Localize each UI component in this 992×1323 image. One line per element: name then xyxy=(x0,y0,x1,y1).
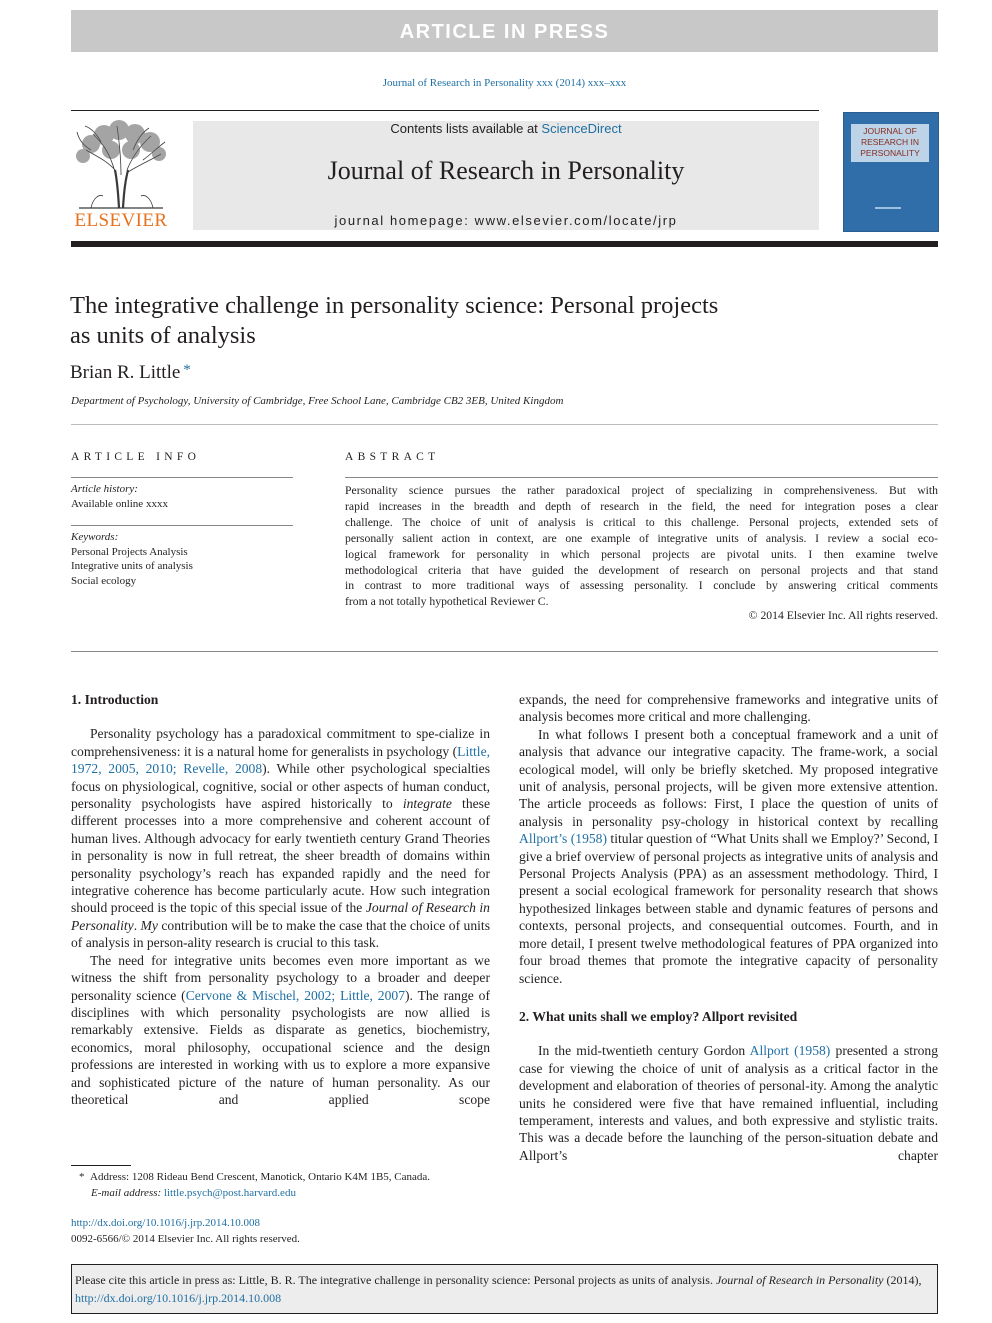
history-value: Available online xxxx xyxy=(71,497,168,510)
text-run: contribution will be to make the case that the choice of units of analysis in person-ality research is crucial to this task. xyxy=(71,917,490,951)
abstract-rule xyxy=(345,477,938,478)
cover-decoration xyxy=(875,207,901,209)
footnote-rule xyxy=(71,1165,131,1166)
doi-block xyxy=(71,1216,300,1247)
elsevier-wordmark: ELSEVIER xyxy=(74,210,168,231)
section-1-heading: 1. Introduction xyxy=(71,692,159,707)
contents-prefix: Contents lists available at xyxy=(390,121,542,136)
affiliation-rule xyxy=(71,424,938,425)
keywords-rule xyxy=(71,525,293,526)
abstract-line: methodological criteria that have guided the development of research on personal projects and that stand xyxy=(345,563,938,577)
citation-link[interactable]: Cervone & Mischel, 2002; Little, 2007 xyxy=(185,987,405,1003)
text-run: these different processes into a more comprehensive and coherent account of human lives. Although advocacy for early twentieth century Grand Theories in personality is now in full retreat, the sheer breadth of domains within personality psychology’s reach has expanded rapidly and the need for integrative coherence has become particularly acute. How such integration should proceed is the topic of this special issue of the xyxy=(71,796,490,916)
abstract-line: in contrast to more traditional ways of assessing personality. I conclude by answering critical comments xyxy=(345,579,938,593)
intro-paragraph-2-continued: expands, the need for comprehensive frameworks and integrative units of analysis becomes more critical and more challenging. xyxy=(519,692,938,725)
author-footnote-link[interactable]: * xyxy=(183,362,191,378)
text-run: titular question of “What Units shall we Employ?’ Second, I give a brief overview of personal projects as integrative units of analysis and Personal Projects Analysis (PPA) as an assessment methodology. Third, I present a social ecological framework for personality research that shows hypothesized linkages between stable and dynamic features of persons and contexts, personal projects, and consequential outcomes. Fourth, and in more detail, I present twelve methodological features of PPA organized into four broad themes that promote the integrative capacity of personality science. xyxy=(519,831,938,986)
abstract-line: from a not totally hypothetical Reviewer C. xyxy=(345,595,549,609)
text-run: In what follows I present both a conceptual framework and a unit of analysis that advance our integrative capacity. The frame-work, a social ecological model, will only be briefly sketched. My proposed integrative unit of analysis, personal projects, will be given more extensive attention. The article proceeds as follows: First, I place the question of units of analysis in personality psy-chology in historical context by recalling xyxy=(519,726,938,829)
author-name xyxy=(70,362,191,384)
keyword-item: Personal Projects Analysis xyxy=(71,545,188,558)
keywords-block xyxy=(71,530,193,588)
history-label: Article history: xyxy=(71,483,138,495)
journal-title: Journal of Research in Personality xyxy=(327,156,685,185)
abstract-line: Personality science pursues the rather paradoxical project of specializing in comprehensiveness. But with xyxy=(345,484,938,497)
text-run: ). While other psychological specialties focus on physiological, cognitive, social or other aspects of human conduct, personality psychologists have aspired historically to xyxy=(71,761,490,812)
email-label: E-mail address: xyxy=(91,1186,162,1199)
citation-link[interactable]: Allport’s (1958) xyxy=(519,831,607,847)
doi-link[interactable]: http://dx.doi.org/10.1016/j.jrp.2014.10.008 xyxy=(71,1217,260,1229)
citation-link[interactable]: Allport (1958) xyxy=(749,1043,831,1059)
affiliation: Department of Psychology, University of Cambridge, Free School Lane, Cambridge CB2 3EB, United Kingdom xyxy=(71,395,564,407)
contents-available-line xyxy=(193,121,819,136)
cover-line-3: PERSONALITY xyxy=(860,148,920,158)
cite-doi-link[interactable]: http://dx.doi.org/10.1016/j.jrp.2014.10.008 xyxy=(75,1290,282,1305)
title-line-2: as units of analysis xyxy=(70,322,256,349)
text-run: presented a strong case for viewing the choice of unit of analysis as a critical factor in the development and elaboration of theories of personal-ity. Among the analytic units he considered were five that have remained influential, including temperament, interests and values, and both expressive and stylistic traits. This was a decade before the launching of the person-situation debate and Allport’s chapter xyxy=(519,1043,938,1163)
citation-link[interactable]: Little, 1972, 2005, 2010; Revelle, 2008 xyxy=(71,743,490,777)
text-run: . xyxy=(133,917,141,933)
cite-this-article-text xyxy=(75,1272,935,1307)
emphasis: integrate xyxy=(402,796,452,812)
abstract-line: logical framework for personality in which personal projects are pivotal units. I then examine twelve xyxy=(345,547,938,561)
cover-line-1: JOURNAL OF xyxy=(863,126,917,136)
text-run: The need for integrative units becomes even more important as we witness the shift from personality psychology to a broader and deeper personality science ( xyxy=(71,952,490,1003)
footnote-address-line xyxy=(71,1170,491,1186)
abstract-line: rapid increases in the breadth and depth of research in the field, the need for integration poses a clear xyxy=(345,499,938,513)
cover-line-2: RESEARCH IN xyxy=(860,137,920,147)
article-info-heading: ARTICLE INFO xyxy=(71,451,201,463)
issn-copyright: 0092-6566/© 2014 Elsevier Inc. All rights reserved. xyxy=(71,1232,300,1245)
article-history xyxy=(71,482,168,511)
footnote-address: Address: 1208 Rideau Bend Crescent, Manotick, Ontario K4M 1B5, Canada. xyxy=(90,1171,431,1183)
article-info-rule xyxy=(71,477,293,478)
abstract-body xyxy=(345,483,938,610)
footnote-email-line xyxy=(71,1186,491,1202)
body-top-rule xyxy=(71,651,938,652)
footnote xyxy=(71,1170,491,1201)
abstract-heading: ABSTRACT xyxy=(345,451,440,463)
abstract-line: personally salient action in context, are one example of integrative units of analysis. I review a social eco- xyxy=(345,531,938,545)
text-run: In the mid-twentieth century Gordon xyxy=(538,1043,750,1059)
text-run: ). The range of disciplines with which personality psychologists are now allied is remarkably extensive. Fields as disparate as genetics, biochemistry, economics, moral philosophy, occupational science and the design professions are interested in working with us to explore a more expansive and sophisticated picture of the nature of human personality. As our theoretical and applied scope xyxy=(71,987,490,1107)
emphasis: My xyxy=(140,917,158,933)
abstract-copyright: © 2014 Elsevier Inc. All rights reserved. xyxy=(748,609,938,622)
left-column xyxy=(71,691,490,1108)
journal-reference-link[interactable]: Journal of Research in Personality xxx (2014) xxx–xxx xyxy=(382,77,627,89)
journal-homepage[interactable]: journal homepage: www.elsevier.com/locate/jrp xyxy=(334,213,678,228)
text-run: (2014), xyxy=(883,1273,922,1287)
header-thick-rule xyxy=(71,241,938,247)
section-2-paragraph-1 xyxy=(519,1042,938,1164)
footnote-mark: * xyxy=(79,1171,85,1183)
email-link[interactable]: little.psych@post.harvard.edu xyxy=(163,1186,296,1199)
article-title xyxy=(70,291,830,351)
text-run: Please cite this article in press as: Little, B. R. The integrative challenge in personality science: Personal projects as units of analysis. xyxy=(75,1273,716,1287)
journal-cover-label xyxy=(851,124,929,162)
article-in-press-banner: ARTICLE IN PRESS xyxy=(71,10,938,52)
intro-paragraph-2 xyxy=(71,952,490,1109)
header-top-rule xyxy=(71,110,819,111)
author-text: Brian R. Little xyxy=(70,362,181,383)
title-line-1: The integrative challenge in personality science: Personal projects xyxy=(70,292,719,319)
text-run: Personality psychology has a paradoxical commitment to spe-cialize in comprehensiveness: it is a natural home for generalists in psychology ( xyxy=(71,726,490,759)
intro-paragraph-1 xyxy=(71,725,490,951)
keywords-label: Keywords: xyxy=(71,531,119,543)
keyword-item: Integrative units of analysis xyxy=(71,560,193,572)
keyword-item: Social ecology xyxy=(71,574,137,587)
intro-paragraph-3 xyxy=(519,726,938,987)
journal-name-italic: Journal of Research in Personality xyxy=(715,1273,884,1287)
right-column xyxy=(519,691,938,1164)
section-2-heading: 2. What units shall we employ? Allport revisited xyxy=(519,1008,798,1024)
sciencedirect-link[interactable]: ScienceDirect xyxy=(541,121,622,136)
journal-name-italic: Journal of Research in Personality xyxy=(71,900,490,933)
abstract-line: challenge. The choice of unit of analysis is critical to this challenge. Personal projects, extended sets of xyxy=(345,515,938,529)
